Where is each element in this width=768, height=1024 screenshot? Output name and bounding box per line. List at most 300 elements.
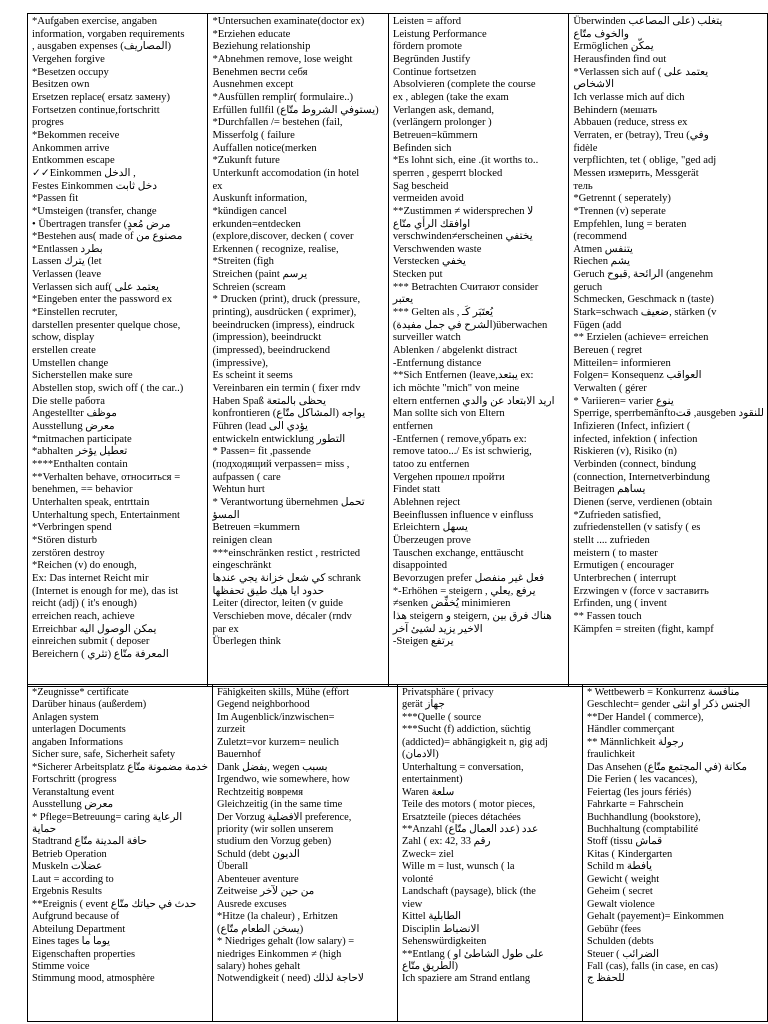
vocab-line: (impressed), beeindruckend (212, 345, 331, 357)
vocab-line: Geschlecht= gender الجنس ذكر او انثى (587, 699, 751, 711)
vocab-line: Begründen Justify (392, 53, 471, 65)
vocab-line: konfrontieren (المشاكل متّاع) يواجه (212, 408, 366, 420)
vocab-line: Lassen يترك (let (32, 256, 102, 268)
vocab-line: -Entfernung distance (392, 357, 482, 369)
vocab-column-3 (397, 685, 582, 1021)
vocab-line: Wille m = lust, wunsch ( la (402, 861, 515, 873)
vocab-line: Empfehlen, lung = beraten (573, 218, 687, 230)
vocab-line: للحفظ ج (587, 973, 625, 985)
vocab-line: Haben Spaß يحظى بالمتعة (212, 395, 327, 407)
vocab-line: *Es lohnt sich, eine .(it worths to.. (392, 155, 539, 167)
vocab-line: Continue fortsetzen (392, 66, 477, 78)
vocab-line: *** Gelten als , يُعتَبَر كَـ (392, 307, 494, 319)
vocab-line: Atmen يتنفس (573, 243, 634, 255)
vocab-line: eingeschränkt (212, 560, 272, 572)
vocab-line: *abhalten تعطيل يؤخر (32, 446, 128, 458)
vocab-line: fidèle (573, 142, 598, 154)
vocab-line: (impression), beeindruckt (212, 332, 322, 344)
vocab-line: ich möchte "mich" von meine (392, 383, 520, 395)
vocab-line: Fügen (add (573, 319, 622, 331)
vocab-line: **Zustimmen ≠ widersprechen لا (392, 205, 534, 217)
vocab-line: Verlassen (leave (32, 269, 102, 281)
vocab-line: aufpassen ( care (212, 471, 281, 483)
vocab-line: Beeinflussen influence v einfluss (392, 509, 534, 521)
vocab-line: Ich spaziere am Strand entlang (402, 973, 531, 985)
vocab-line: par ex (212, 623, 239, 635)
vocab-line: Riskieren (v), Risiko (n) (573, 446, 677, 458)
vocab-line: Die Ferien ( les vacances), (587, 774, 698, 786)
vocab-line: ****Enthalten contain (32, 458, 128, 470)
vocab-line: *Hitze (la chaleur) , Erhitzen (217, 911, 338, 923)
vocab-line: schow, display (32, 332, 95, 344)
vocab-line: *kündigen cancel (212, 205, 287, 217)
vocab-line: ** Männlichkeit رجولة (587, 736, 684, 748)
vocab-line: Gewalt violence (587, 898, 655, 910)
vocab-line: ***einschränken restict , restricted (212, 547, 361, 559)
vocab-line: ex , ablegen (take the exam (392, 91, 509, 103)
vocab-line: Gleichzeitig (in the same time (217, 799, 343, 811)
vocab-line: Waren سلعة (402, 786, 455, 798)
vocab-line: printing), ausdrücken ( exprimer), (212, 307, 357, 319)
vocab-line: (explore,discover, decken ( cover (212, 231, 354, 243)
vocab-line: هذا steigern و steigern, هناك فرق بين (392, 610, 552, 622)
vocab-line: *Umsteigen (transfer, change (32, 205, 157, 217)
vocab-line: **Anzahl (عدد العمال متّاع) عدد (402, 823, 539, 835)
vocab-line: Aufgrund because of (32, 911, 120, 923)
vocab-line: (connection, Internetverbindung (573, 471, 710, 483)
vocab-line: erreichen reach, achieve (32, 610, 135, 622)
vocab-line: fördern promote (392, 41, 463, 53)
vocab-line: * Verantwortung übernehmen تحمل (212, 496, 365, 508)
vocab-line: view (402, 898, 423, 910)
vocab-line: Anlagen system (32, 711, 99, 723)
vocab-line: Ergebnis Results (32, 886, 102, 898)
vocab-line: benehmen, == behavior (32, 484, 133, 496)
vocab-column-3 (388, 14, 568, 686)
vocab-line: Findet statt (392, 484, 441, 496)
vocab-line: verschwinden≠erscheinen يختفي (392, 231, 533, 243)
vocab-line: darstellen presenter quelque chose, (32, 319, 181, 331)
vocab-line: Ex: Das internet Reicht mir (32, 572, 149, 584)
vocab-line: Fahrkarte = Fahrschein (587, 799, 684, 811)
vocab-line: *Reichen (v) do enough, (32, 560, 137, 572)
vocab-line: zurzeit (217, 724, 246, 736)
vocab-line: * Wettbewerb = Konkurrenz منافسة (587, 687, 740, 698)
vocab-line: Betreuen =kummern (212, 522, 300, 534)
vocab-line: Irgendwo, wie somewhere, how (217, 774, 350, 786)
vocab-line: entertainment) (402, 774, 463, 786)
vocab-line: gerät جهاز (402, 699, 445, 711)
vocab-line: Schmecken, Geschmack n (taste) (573, 294, 714, 306)
vocab-line: Ablehnen reject (392, 496, 461, 508)
vocab-line: Vergehen forgive (32, 53, 105, 65)
vocab-line: Auskunft information, (212, 193, 308, 205)
vocab-line: Fortsetzen continue,fortschritt (32, 104, 160, 116)
vocab-line: **Ereignis ( event حدث في حياتك متّاع (32, 898, 197, 910)
vocab-line: *Aufgaben exercise, angaben (32, 16, 158, 27)
vocab-line: *Bestehen aus( made of مصنوع من (32, 231, 183, 243)
vocab-line: surveiller watch (392, 332, 461, 344)
vocab-line: (Internet is enough for me), das ist (32, 585, 179, 597)
vocab-line: Besitzen own (32, 79, 90, 91)
vocab-line: Überwinden يتغلب (على المصاعب (573, 16, 723, 27)
vocab-line: (impressive), (212, 357, 269, 369)
vocab-line: Erzwingen v (force v заставить (573, 585, 709, 597)
vocab-line: Schreien (scream (212, 281, 286, 293)
vocab-line: Gewicht ( weight (587, 873, 660, 885)
vocab-line: Betreuen=kümmern (392, 129, 478, 141)
vocab-line: Steuer ( الضرائب (587, 948, 659, 960)
vocab-line: angaben Informations (32, 736, 123, 748)
vocab-line: Veranstaltung event (32, 786, 115, 798)
vocab-line: *Streiten (figh (212, 256, 274, 268)
vocab-line: Der Vorzug الافضلية preference, (217, 811, 352, 823)
vocab-line: Ausnehmen except (212, 79, 294, 91)
vocab-line: studium den Vorzug geben) (217, 836, 332, 848)
vocab-line: Feiertag (les jours fériés) (587, 786, 692, 798)
vocab-line: Unterhaltung spech, Entertainment (32, 509, 180, 521)
vocab-line: *mitmachen participate (32, 433, 132, 445)
vocab-line: disappointed (392, 560, 448, 572)
vocab-line: * Passen= fit ,passende (212, 446, 311, 458)
vocab-line: Folgen= Konsequenz العواقب (573, 370, 702, 382)
vocab-column-4 (582, 685, 767, 1021)
vocab-line: progres (32, 117, 64, 129)
vocab-line: *Einstellen recruter, (32, 307, 118, 319)
vocab-line: Darüber hinaus (außerdem) (32, 699, 147, 711)
vocab-line: **Verhalten behave, относиться = (32, 471, 181, 483)
vocab-column-1 (28, 14, 207, 686)
vocab-line: Auffallen notice(merken (212, 142, 317, 154)
vocab-line: Absolvieren (complete the course (392, 79, 536, 91)
vocab-line: **Entlang ( على طول الشاطئ او (402, 948, 544, 960)
vocab-line: *Besetzen occupy (32, 66, 109, 78)
vocab-line: Ausrede excuses (217, 898, 287, 910)
vocab-line: Tauschen exchange, enttäuscht (392, 547, 524, 559)
vocab-line: entfernen (392, 421, 433, 432)
vocab-line: Verschwenden waste (392, 243, 482, 255)
vocab-line: Ermöglichen يمكّن (573, 41, 654, 53)
vocab-line: -Entfernen ( remove,убрать ex: (392, 433, 527, 445)
vocab-line: verpflichten, tet ( oblige, "ged adj (573, 155, 717, 167)
vocab-line: (addicted)= abhängigkeit n, gig adj (402, 736, 548, 748)
vocab-line: Gegend neighborhood (217, 699, 310, 711)
vocab-line: Zweck= ziel (402, 848, 454, 860)
vocab-line: volonté (402, 873, 434, 885)
vocab-line: Muskeln عضلات (32, 861, 103, 873)
vocab-line: Erkennen ( recognize, realise, (212, 243, 339, 255)
vocab-line: *Durchfallen /= bestehen (fail, (212, 117, 343, 129)
vocab-line: Ersetzen replace( ersatz замену) (32, 91, 171, 103)
vocab-line: Man sollte sich von Eltern (392, 408, 505, 420)
vocab-line: Teile des motors ( motor pieces, (402, 799, 536, 811)
vocab-line: Buchhandlung (bookstore), (587, 811, 701, 823)
vocab-line: information, vorgaben requirements (32, 28, 185, 40)
vocab-line: Ablenken / abgelenkt distract (392, 345, 518, 357)
vocab-line: Sicherstellen make sure (32, 370, 133, 382)
vocab-line: Stoff (tissu قماش (587, 836, 663, 848)
vocab-line: Infizieren (Infect, infiziert ( (573, 421, 691, 432)
vocab-line: Bereichern المعرفة متّاع (تثري ) (32, 648, 169, 660)
vocab-line: *Erziehen educate (212, 28, 291, 40)
vocab-line: meistern ( to master (573, 547, 658, 559)
vocab-line: stellt .... zufrieden (573, 534, 650, 546)
vocab-line: Stadtrand حافة المدينة متّاع (32, 836, 147, 848)
vocab-line: Rechtzeitig вовремя (217, 786, 304, 798)
vocab-line: Disciplin الانضباط (402, 923, 480, 935)
vocab-line: erkunden=entdecken (212, 218, 301, 230)
vocab-line: beeindrucken (impress), eindruck (212, 319, 355, 331)
vocab-line: *Trennen (v) seperate (573, 205, 666, 217)
vocab-line: Betrieb Operation (32, 848, 107, 860)
vocab-line: Bereuen ( regret (573, 345, 643, 357)
vocab-line: Gehalt (payement)= Einkommen (587, 911, 724, 923)
vocab-line: Verwalten ( gérer (573, 383, 647, 395)
vocab-line: vermeiden avoid (392, 193, 464, 205)
vocab-line: Entkommen escape (32, 155, 115, 167)
vocab-line: niedriges Einkommen ≠ (high (217, 948, 342, 960)
vocab-line: Vereinbaren ein termin ( fixer rndv (212, 383, 361, 395)
vocab-line: Ankommen arrive (32, 142, 110, 154)
vocab-line: يعتبر (392, 294, 414, 306)
vocab-line: * Variieren= varier ينوع (573, 395, 674, 407)
vocab-line: ex (212, 180, 223, 192)
vocab-line: Herausfinden find out (573, 53, 667, 65)
vocab-line: reicht (adj) ( it's enough) (32, 598, 137, 610)
vocab-line: Erfüllen fullfil (يستوفي الشروط متّاع) (212, 104, 379, 116)
vocab-line: Abbauen (reduce, stress ex (573, 117, 688, 129)
vocab-column-2 (207, 14, 387, 686)
vocab-line: Verschieben move, décaler (rndv (212, 610, 352, 622)
vocab-line: Kitas ( Kindergarten (587, 848, 673, 860)
vocab-line: Fortschritt (progress (32, 774, 117, 786)
vocab-line: Ermutigen ( encourager (573, 560, 674, 572)
vocab-column-2 (212, 685, 397, 1021)
vocab-line: Riechen يشم (573, 256, 631, 268)
vocab-line: (يسخن الطعام متّاع) (217, 923, 304, 935)
vocab-line: sperren , gesperrt blocked (392, 167, 503, 179)
vocab-line: тель (573, 180, 593, 192)
vocab-line: Verlangen ask, demand, (392, 104, 495, 116)
vocab-line: Bevorzugen prefer فعل غير منفصل (392, 572, 545, 584)
vocab-line: Erfinden, ung ( invent (573, 598, 667, 610)
vocab-line: ✓✓Einkommen الدخل , (32, 167, 136, 179)
vocab-line: Privatsphäre ( privacy (402, 687, 494, 698)
vocab-line: tatoo zu entfernen (392, 458, 470, 470)
vocab-line: والخوف متّاع (573, 28, 629, 40)
vocab-line: Fähigkeiten skills, Mühe (effort (217, 687, 349, 698)
vocab-line: *Getrennt ( seperately) (573, 193, 671, 205)
vocab-line: Umstellen change (32, 357, 109, 369)
vocab-line: Die stelle работа (32, 395, 105, 407)
vocab-line: Abenteuer aventure (217, 873, 299, 885)
vocab-line: Zeitweise من حين لآخر (217, 886, 315, 898)
vocab-line: *Bekommen receive (32, 129, 120, 141)
vocab-line: *Eingeben enter the password ex (32, 294, 173, 306)
vocab-line: *Verlassen sich auf ( يعتمد على (573, 66, 709, 78)
vocab-line: Unterhalten speak, entrttain (32, 496, 150, 508)
vocab-line: Unterkunft accomodation (in hotel (212, 167, 360, 179)
vocab-line: Es scheint it seems (212, 370, 293, 382)
vocab-line: Sag bescheid (392, 180, 449, 192)
vocab-line: Laut = according to (32, 873, 114, 885)
vocab-line: Unterbrechen ( interrupt (573, 572, 677, 584)
vocab-line: *Abnehmen remove, lose weight (212, 53, 353, 65)
vocab-line: Händler commerçant (587, 724, 675, 736)
vocab-line: * Pflege=Betreuung= caring الرعاية (32, 811, 183, 823)
vocab-line: Stimmung mood, atmosphère (32, 973, 155, 985)
vocab-line: Stimme voice (32, 960, 90, 972)
vocab-line: Befinden sich (392, 142, 452, 154)
vocab-line: Überall (217, 861, 249, 873)
vocab-line: Notwendigkeit ( need) لاحاجة لذلك (217, 973, 364, 985)
vocab-line: Verraten, er (betray), Treu (وفي (573, 129, 709, 141)
vocab-line: Messen измерить, Messgerät (573, 167, 699, 179)
vocab-line: Im Augenblick/inzwischen= (217, 711, 335, 723)
vocab-line: *Zeugnisse* certificate (32, 687, 129, 698)
vocab-line: Kämpfen = streiten (fight, kampf (573, 623, 714, 635)
vocab-line: Verlassen sich auf( يعتمد على (32, 281, 159, 293)
vocab-line: zerstören destroy (32, 547, 105, 559)
vocab-line: Unterhaltung = conversation, (402, 761, 524, 773)
vocab-line: Stecken put (392, 269, 443, 281)
vocab-line: Erleichtern يسهل (392, 522, 468, 534)
vocab-line: Landschaft (paysage), blick (the (402, 886, 536, 898)
vocab-line: Ich verlasse mich auf dich (573, 91, 685, 103)
vocab-line: Sperrige, sperrbemänftoقت ,ausgeben للنقود (573, 408, 765, 420)
vocab-line: **Sich Entfernen (leave,يبتعد ex: (392, 370, 534, 382)
vocab-line: Ausstellung معرض (32, 421, 115, 432)
vocab-line: Zahl ( ex: 42, 33 رقم (402, 836, 491, 848)
vocab-line: Fall (cas), falls (in case, en cas) (587, 960, 718, 972)
vocab-line: اوافقك الرأي متّاع (392, 218, 471, 230)
vocab-line: *Stören disturb (32, 534, 98, 546)
vocab-line: ≠senken يُخفِّض minimieren (392, 598, 511, 610)
vocab-line: *Passen fit (32, 193, 79, 205)
vocab-line: Dienen (serve, verdienen (obtain (573, 496, 713, 508)
vocab-line: Überzeugen prove (392, 534, 471, 546)
vocab-line: ** Erzielen (achieve= erreichen (573, 332, 709, 344)
vocab-line: Angestellter موظف (32, 408, 117, 420)
vocab-line: Stark=schwach ضعيف, stärken (v (573, 307, 717, 319)
vocab-line: ** Fassen touch (573, 610, 642, 622)
vocab-line: Eigenschaften properties (32, 948, 135, 960)
vocab-line: *-Erhöhen = steigern , يرفع ,يعلي (392, 585, 536, 597)
vocab-line: Eines tages يوما ما (32, 936, 110, 948)
vocab-line: **Der Handel ( commerce), (587, 711, 704, 723)
vocab-line: ***Quelle ( source (402, 711, 482, 723)
vocab-line: Ausstellung معرض (32, 799, 114, 811)
vocab-line: Abteilung Department (32, 923, 126, 935)
vocab-line: Behindern (мешать (573, 104, 658, 116)
vocabulary-table-bottom (27, 684, 768, 1022)
vocab-line: (подходящий verpassen= miss , (212, 458, 350, 470)
vocab-line: eltern entfernen اريد الابتعاد عن والدي (392, 395, 555, 407)
vocab-line: Führen (lead يؤدي الى (212, 421, 309, 432)
vocab-line: remove tatoo.../ Es ist schwierig, (392, 446, 532, 458)
vocab-line: *Verbringen spend (32, 522, 112, 534)
vocab-line: Mitteilen= informieren (573, 357, 671, 369)
vocab-line: Benehmen вести себя (212, 66, 308, 78)
vocab-line: Sehenswürdigkeiten (402, 936, 487, 948)
vocab-line: priority (wir sollen unserem (217, 823, 334, 835)
vocab-line: Sicher sure, safe, Sicherheit safety (32, 749, 176, 761)
vocab-line: Festes Einkommen دخل ثابت (32, 180, 158, 192)
vocab-line: Verstecken يخفي (392, 256, 466, 268)
vocab-line: Gebühr (fees (587, 923, 641, 935)
vocab-line: Dank بفضل, wegen بسبب (217, 761, 328, 773)
vocab-line: Bauernhof (217, 749, 261, 761)
vocab-line: , ausgaben expenses (المصاريف) (32, 41, 172, 53)
vocab-line: Wehtun hurt (212, 484, 265, 496)
vocab-line: fraulichkeit (587, 749, 635, 761)
vocab-line: Leistung Performance (392, 28, 487, 40)
vocab-line: Geruch الرائحة ,قبوح (angenehm (573, 269, 714, 281)
vocabulary-table-top (27, 13, 768, 687)
vocab-line: Das Ansehen (في المجتمع متّاع) مكانة (587, 761, 747, 773)
vocab-line: كي شعل خزانة يجي عندها schrank (212, 572, 361, 584)
vocab-line: *Entlassen بطرد (32, 243, 103, 255)
vocab-line: Leisten = afford (392, 16, 462, 27)
vocab-line: Vergehen прошел пройти (392, 471, 505, 483)
vocab-line: Ersatzteile (pieces détachées (402, 811, 521, 823)
vocab-line: Geheim ( secret (587, 886, 653, 898)
vocab-line: (recommend (573, 231, 627, 243)
vocab-line: (verlängern prolonger ) (392, 117, 492, 129)
vocab-line: *Untersuchen examinate(doctor ex) (212, 16, 365, 27)
vocab-column-1 (28, 685, 212, 1021)
vocab-line: erstellen create (32, 345, 96, 357)
vocab-line: Leiter (director, leiten (v guide (212, 598, 343, 610)
vocab-line: (الادمان) (402, 749, 439, 761)
vocab-line: infected, infektion ( infection (573, 433, 698, 445)
vocab-line: *Zufrieden satisfied, (573, 509, 661, 521)
vocab-line: Schuld (debt الديون (217, 848, 300, 860)
vocab-line: Beitragen يساهم (573, 484, 646, 496)
vocab-line: Buchhaltung (comptabilité (587, 823, 699, 835)
vocab-column-4 (568, 14, 767, 686)
vocab-line: حماية (32, 823, 57, 835)
vocab-line: salary) hohes gehalt (217, 960, 301, 972)
vocab-line: Überlegen think (212, 636, 281, 648)
vocab-line: Schild m يافطة (587, 861, 652, 873)
vocab-line: unterlagen Documents (32, 724, 126, 736)
vocab-line: الطريق متّاع) (402, 960, 459, 972)
vocab-line: Misserfolg ( failure (212, 129, 295, 141)
vocab-line: *Sicherer Arbeitsplatz خدمة مضمونة متّاع (32, 761, 208, 773)
vocab-line: ***Sucht (f) addiction, süchtig (402, 724, 531, 736)
vocab-line: reinigen clean (212, 534, 273, 546)
vocab-line: Beziehung relationship (212, 41, 311, 53)
vocab-line: Schulden (debts (587, 936, 654, 948)
vocab-line: entwickeln entwicklung التطور (212, 433, 346, 445)
vocab-line: *Ausfüllen remplir( formulaire..) (212, 91, 354, 103)
vocab-line: * Drucken (print), druck (pressure, (212, 294, 361, 306)
vocab-line: Kittel الطابلية (402, 911, 462, 923)
vocab-line: Streichen (paint يرسم (212, 269, 308, 281)
vocab-line: einreichen submit ( deposer (32, 636, 150, 648)
vocab-line: (الشرح في جمل مفيدة)überwachen (392, 319, 548, 331)
vocab-line: Abstellen stop, swich off ( the car..) (32, 383, 184, 395)
vocab-line: geruch (573, 281, 603, 293)
vocab-line: الاشخاص (573, 79, 615, 91)
vocab-line: حدود ايا هيك طيق تحفظها (212, 585, 325, 597)
vocab-line: *Zukunft future (212, 155, 280, 167)
vocab-line: المسؤ (212, 509, 240, 521)
vocab-line: -Steigen يرتفع (392, 636, 454, 648)
vocab-line: zufriedenstellen (v satisfy ( es (573, 522, 701, 534)
vocab-line: Zuletzt=vor kurzem= neulich (217, 736, 339, 748)
